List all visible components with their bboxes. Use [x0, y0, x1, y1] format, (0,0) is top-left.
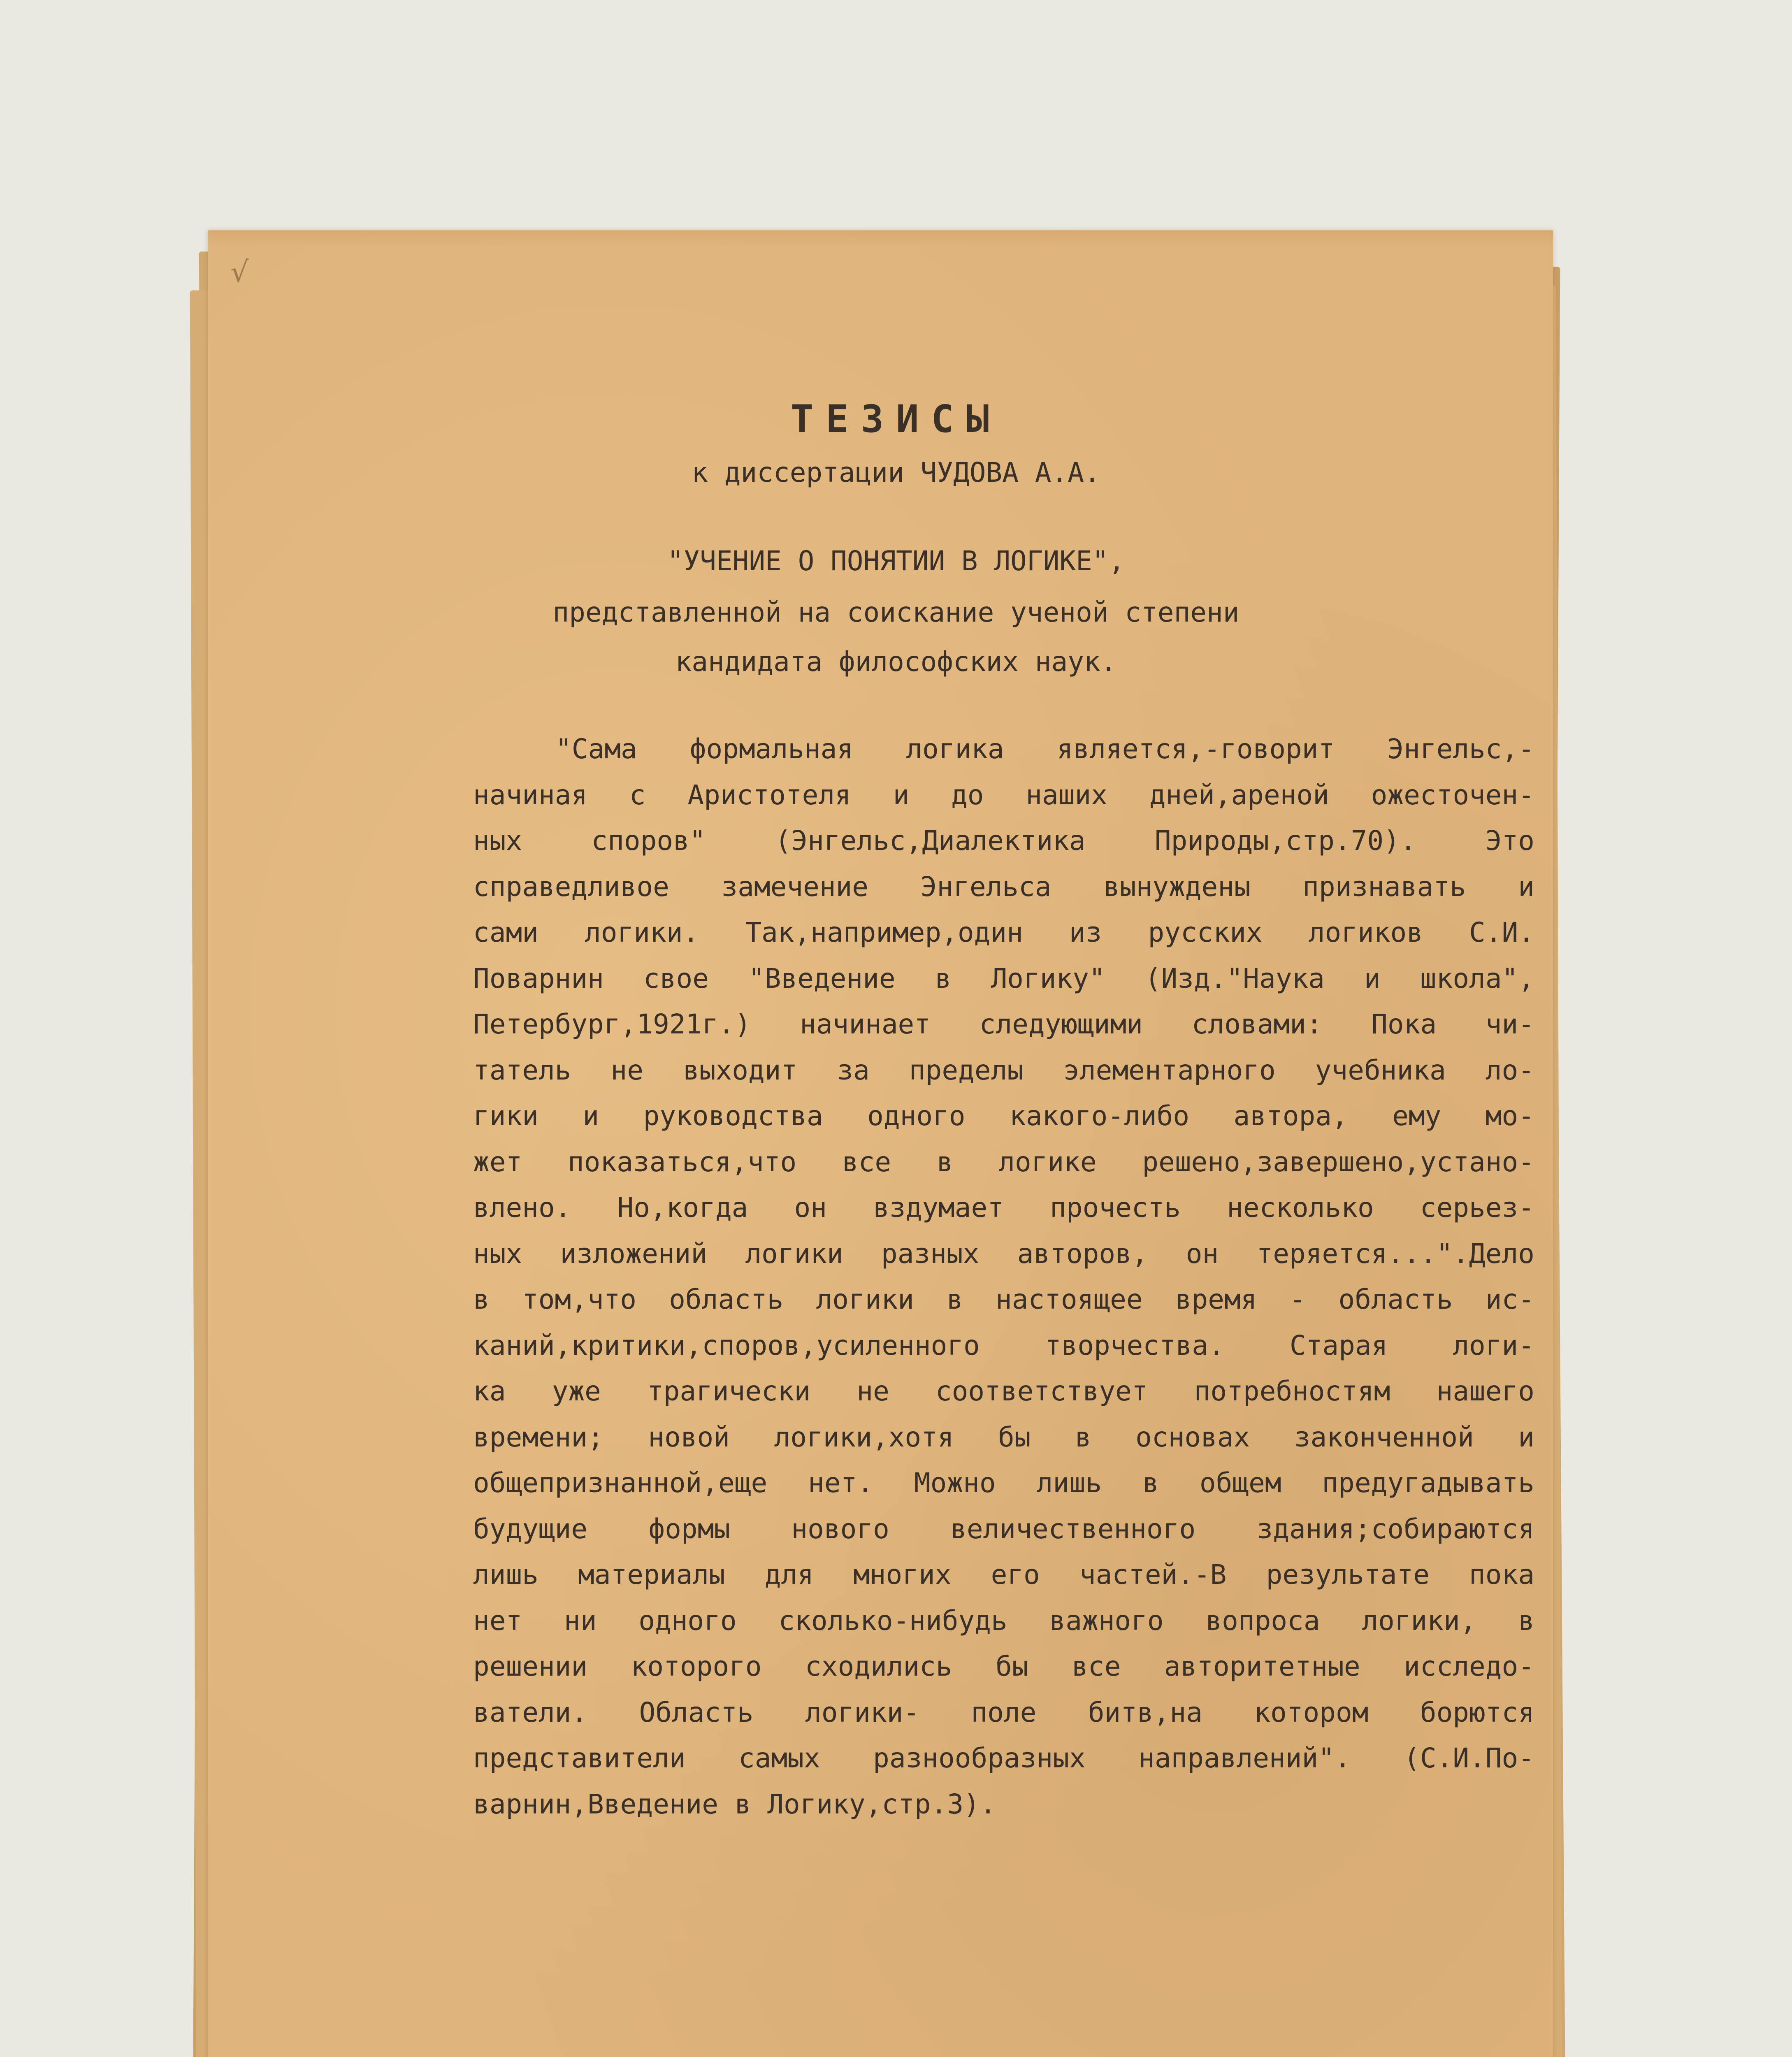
header-line-degree: представленной на соискание ученой степени — [552, 597, 1240, 628]
check-mark-icon: √ — [230, 255, 249, 289]
body-line: каний,критики,споров,усиленного творчества. Старая логи- — [473, 1329, 1534, 1361]
body-line: справедливое замечение Энгельса вынуждены признавать и — [473, 871, 1534, 903]
paper-top-edge — [208, 230, 1553, 247]
body-line: в том,что область логики в настоящее время - область ис- — [473, 1284, 1534, 1315]
body-line: ных споров" (Энгельс,Диалектика Природы,стр.70). Это — [473, 825, 1534, 857]
body-line: ных изложений логики разных авторов, он теряется...".Дело — [473, 1237, 1534, 1270]
body-line: будущие формы нового величественного здания;собираются — [473, 1513, 1534, 1545]
body-line: нет ни одного сколько-нибудь важного вопроса логики, в — [473, 1604, 1534, 1637]
body-line: времени; новой логики,хотя бы в основах законченной и — [473, 1421, 1534, 1453]
body-line: Поварнин свое "Введение в Логику" (Изд."Наука и школа", — [473, 962, 1534, 994]
body-line: лишь материалы для многих его частей.-В результате пока — [473, 1559, 1534, 1590]
document-title: ТЕЗИСЫ — [790, 397, 1002, 441]
body-line: общепризнанной,еще нет. Можно лишь в общем предугадывать — [473, 1467, 1534, 1499]
body-line: представители самых разнообразных направлений". (С.И.По- — [473, 1742, 1534, 1774]
body-line: Петербург,1921г.) начинает следующими словами: Пока чи- — [473, 1008, 1534, 1040]
body-line: сами логики. Так,например,один из русских логиков С.И. — [473, 917, 1534, 948]
body-line: ватели. Область логики- поле битв,на котором борются — [473, 1696, 1534, 1728]
body-line: ка уже трагически не соответствует потребностям нашего — [473, 1375, 1534, 1407]
header-line-field: кандидата философских наук. — [675, 646, 1117, 678]
body-line: варнин,Введение в Логику,стр.3). — [473, 1788, 996, 1820]
header-line-topic: "УЧЕНИЕ О ПОНЯТИИ В ЛОГИКЕ", — [667, 545, 1125, 577]
header-line-author: к диссертации ЧУДОВА А.А. — [692, 457, 1100, 488]
body-line: гики и руководства одного какого-либо автора, ему мо- — [473, 1100, 1534, 1132]
body-line: "Сама формальная логика является,-говорит Энгельс,- — [555, 733, 1534, 765]
body-line: татель не выходит за пределы элементарного учебника ло- — [473, 1054, 1534, 1086]
body-text — [473, 726, 1534, 1827]
body-line: решении которого сходились бы все авторитетные исследо- — [473, 1651, 1534, 1682]
body-line: жет показаться,что все в логике решено,завершено,устано- — [473, 1146, 1534, 1178]
body-line: влено. Но,когда он вздумает прочесть несколько серьез- — [473, 1192, 1534, 1224]
body-line: начиная с Аристотеля и до наших дней,ареной ожесточен- — [473, 779, 1534, 811]
